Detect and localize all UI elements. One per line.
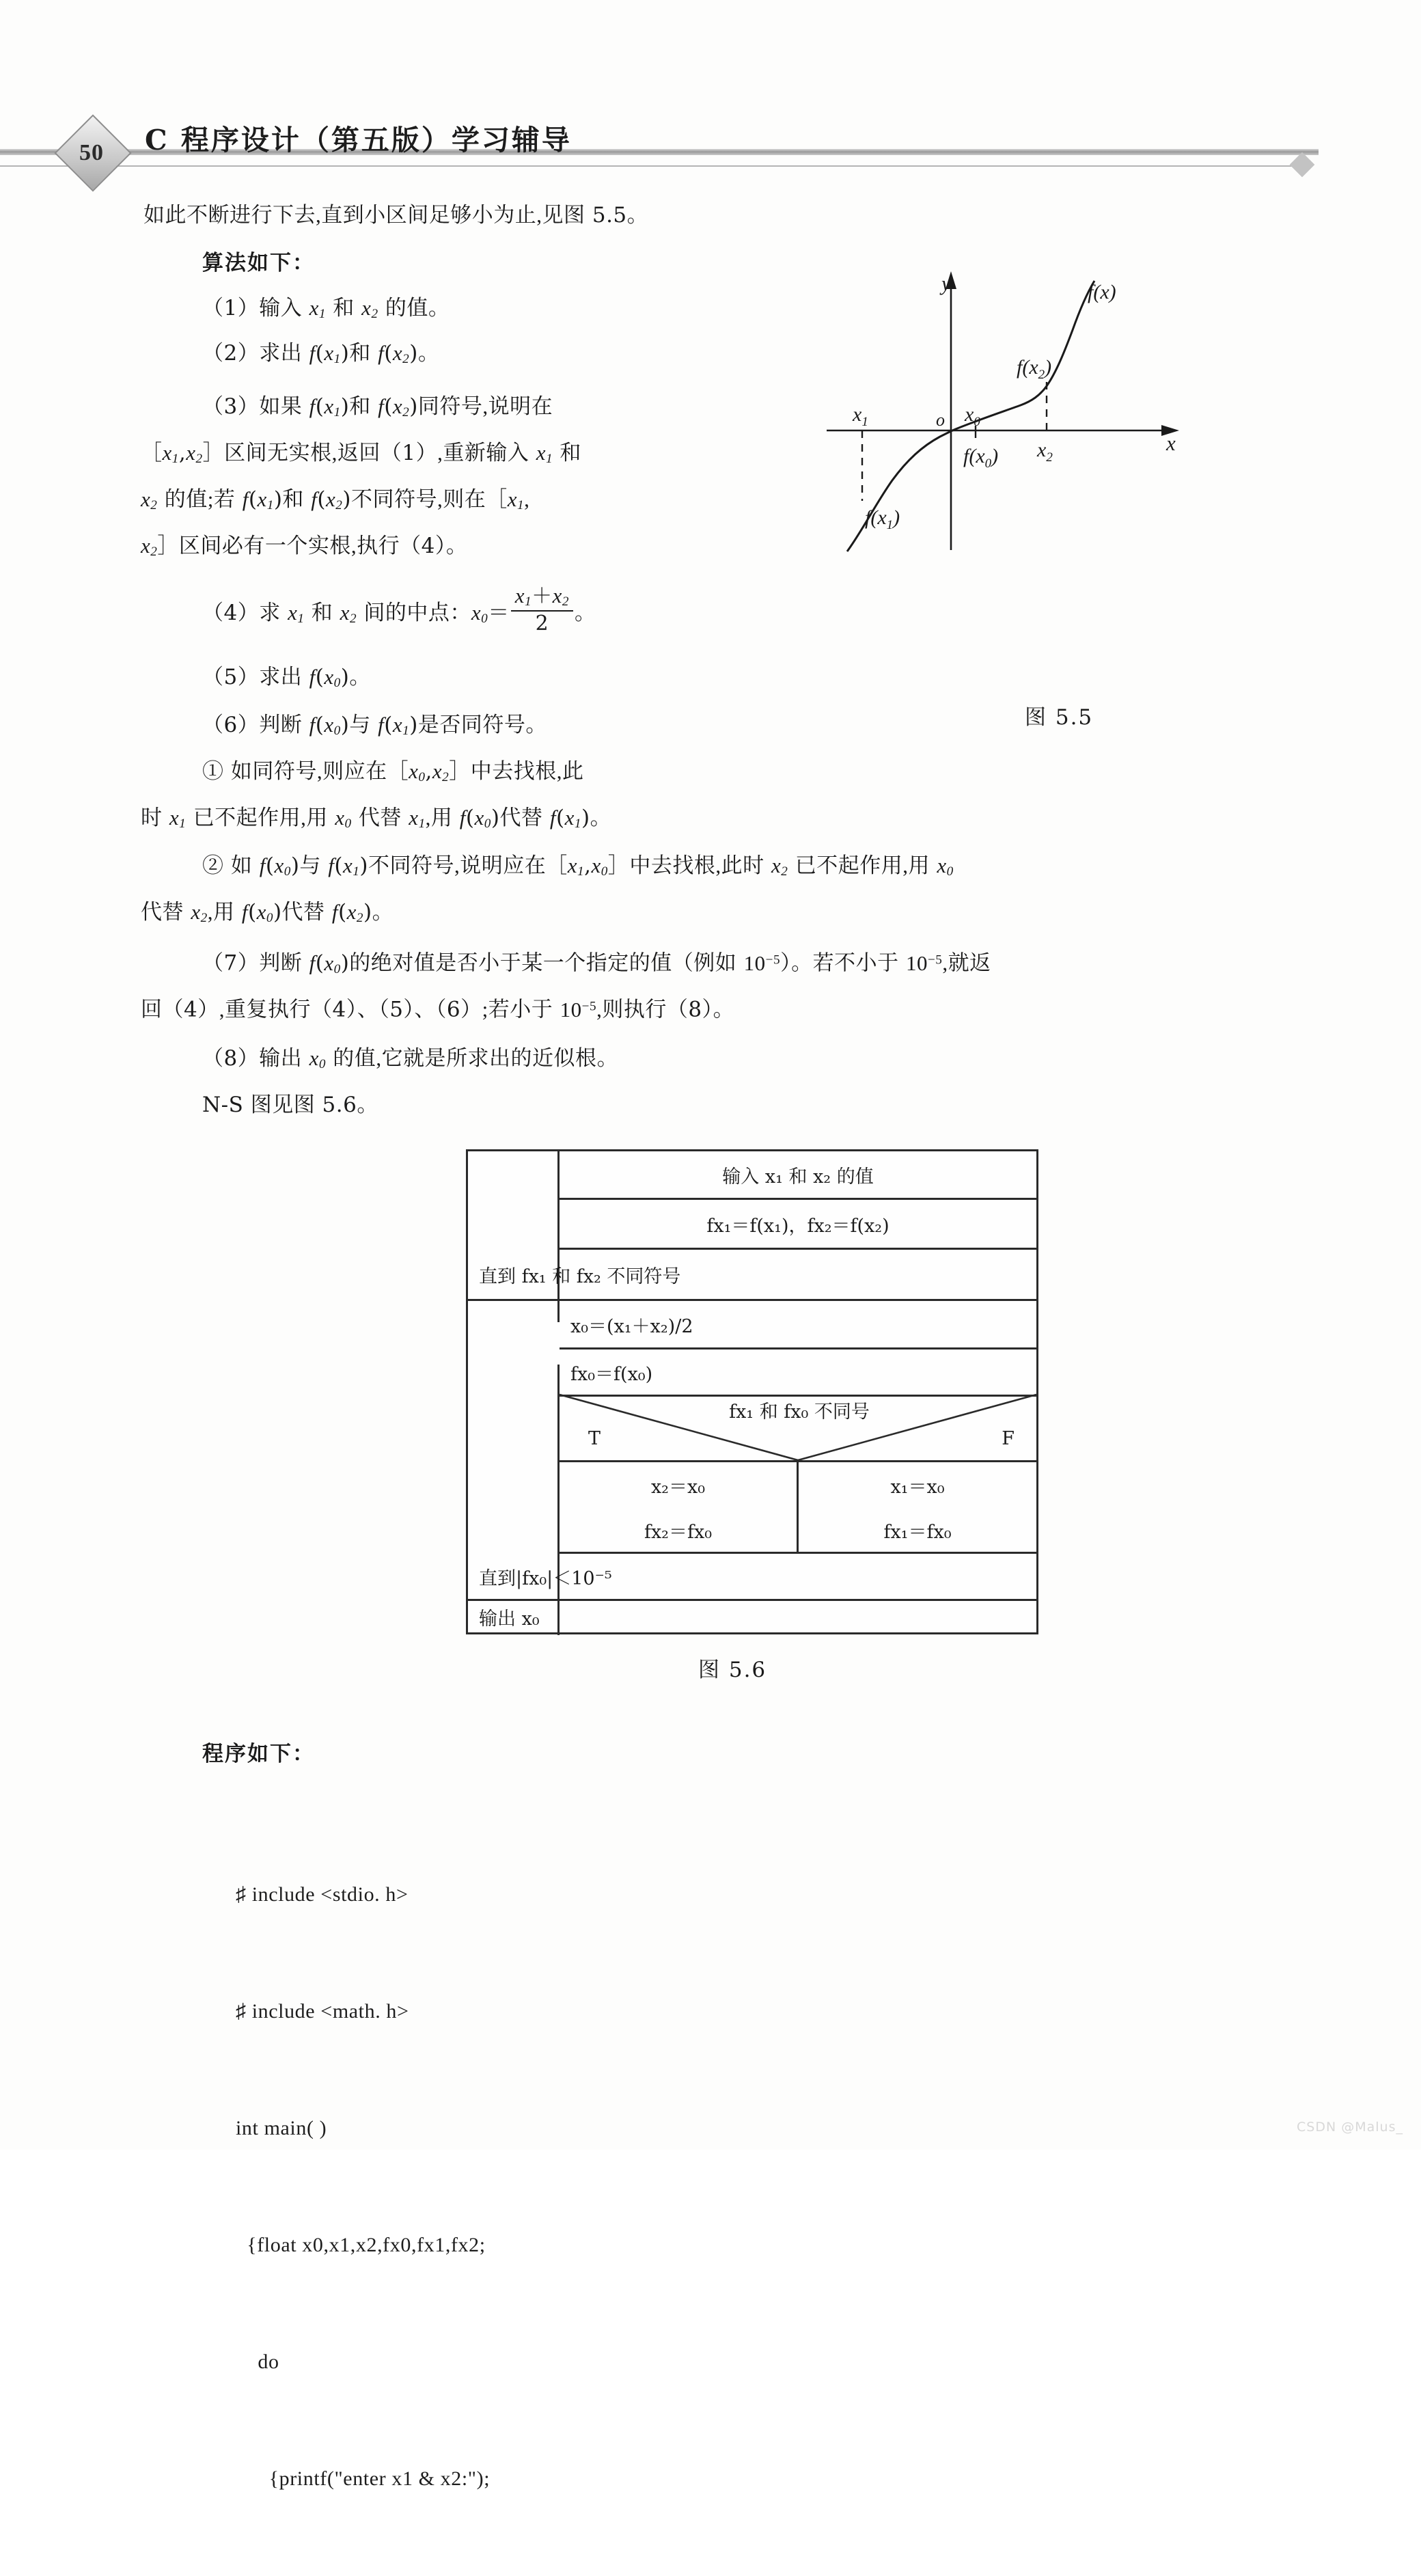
ns-branch-false-label: F <box>1002 1427 1015 1449</box>
step-4: （4）求 $x_1$ 和 $x_2$ 间的中点：$x_0=$ $\frac{x_1+x_2}{2}$ 。 <box>202 584 596 636</box>
substep-2-line-2: 代替 $x_2$,用 $f(x_0)$代替 $f(x_2)$。 <box>141 900 394 926</box>
ns-row-assign-fx: fx₁＝f(x₁)，fx₂＝f(x₂) <box>706 1215 889 1237</box>
step-3-line-1: （3）如果 $f(x_1)$和 $f(x_2)$同符号,说明在 <box>202 394 553 420</box>
svg-text:x0: $x_0$ <box>965 403 980 429</box>
step-1: （1）输入 $x_1$ 和 $x_2$ 的值。 <box>202 296 450 322</box>
ns-false-assign-x1: x₁＝x₀ <box>890 1476 945 1498</box>
ns-row-midpoint: x₀＝(x₁＋x₂)/2 <box>570 1315 693 1337</box>
ns-row-input: 输入 x₁ 和 x₂ 的值 <box>722 1166 874 1188</box>
step-7-line-2: 回（4）,重复执行（4）、（5）、（6）;若小于 $10^{-5}$,则执行（8）。 <box>141 997 735 1022</box>
svg-text:x2: $x_2$ <box>1037 439 1053 465</box>
ns-row-until-eps: 直到|fx₀|＜10⁻⁵ <box>479 1567 612 1589</box>
ns-false-assign-fx1: fx₁＝fx₀ <box>883 1521 952 1543</box>
substep-1-line-1: ① 如同符号,则应在$[x_0,x_2]$中去找根,此 <box>202 759 584 785</box>
svg-text:f(x1): $f(x_1)$ <box>865 506 900 532</box>
source-code-block <box>236 1797 490 2576</box>
intro-paragraph: 如此不断进行下去,直到小区间足够小为止,见图 5.5。 <box>143 203 649 228</box>
code-line: {printf("enter x1 & x2:"); <box>236 2467 491 2490</box>
step-3-line-2: $[x_1,x_2]$区间无实根,返回（1）,重新输入 $x_1$ 和 <box>141 441 581 467</box>
ns-branch-true-label: T <box>588 1427 601 1449</box>
code-line: {float x0,x1,x2,fx0,fx1,fx2; <box>236 2234 486 2256</box>
substep-1-line-2: 时 $x_1$ 已不起作用,用 $x_0$ 代替 $x_1$,用 $f(x_0)$代替 $f(x_1)$。 <box>141 806 612 832</box>
ns-true-assign-x2: x₂＝x₀ <box>650 1476 706 1498</box>
ns-row-fx0: fx₀＝f(x₀) <box>570 1363 653 1385</box>
algorithm-heading: 算法如下： <box>202 251 315 275</box>
ns-row-until-sign: 直到 fx₁ 和 fx₂ 不同符号 <box>479 1265 681 1287</box>
ns-true-assign-fx2: fx₂＝fx₀ <box>644 1521 713 1543</box>
ns-diagram-reference: N-S 图见图 5.6。 <box>202 1093 378 1117</box>
step-3-line-4: $x_2]$区间必有一个实根,执行（4）。 <box>141 534 468 560</box>
ns-decision-condition: fx₁ 和 fx₀ 不同号 <box>729 1401 870 1423</box>
code-line: ♯ include <math. h> <box>236 2000 409 2023</box>
page-header <box>0 102 1421 178</box>
code-line: ♯ include <stdio. h> <box>236 1883 409 1906</box>
book-title: C 程序设计（第五版）学习辅导 <box>145 124 572 156</box>
svg-text:o: o <box>936 410 945 430</box>
ns-divider-2 <box>560 1248 1036 1250</box>
step-8: （8）输出 $x_0$ 的值,它就是所求出的近似根。 <box>202 1046 619 1072</box>
figure-5-5-graph <box>827 263 1189 564</box>
svg-text:x1: $x_1$ <box>853 403 868 429</box>
svg-text:x: x <box>1166 431 1176 455</box>
figure-5-6-ns-chart <box>466 1149 1038 1634</box>
page-number: 50 <box>79 140 104 165</box>
step-5: （5）求出 $f(x_0)$。 <box>202 665 371 691</box>
header-rule-thin <box>0 165 1301 167</box>
step-7-line-1: （7）判断 $f(x_0)$的绝对值是否小于某一个指定的值（例如 $10^{-5}$）。若不小于 $10^{-5}$,就返 <box>202 950 991 976</box>
svg-text:f(x): f(x) <box>1088 281 1116 303</box>
ns-row-output: 输出 x₀ <box>479 1608 540 1630</box>
svg-text:f(x0): $f(x_0)$ <box>963 445 999 471</box>
watermark: CSDN @Malus_ <box>1297 2120 1403 2135</box>
substep-2-line-1: ② 如 $f(x_0)$与 $f(x_1)$不同符号,说明应在$[x_1,x_0]$中去找根,此时 $x_2$ 已不起作用,用 $x_0$ <box>202 853 954 879</box>
step-2: （2）求出 $f(x_1)$和 $f(x_2)$。 <box>202 341 440 367</box>
svg-text:f(x2): $f(x_2)$ <box>1017 356 1052 382</box>
svg-text:y: y <box>941 271 951 295</box>
code-line: do <box>236 2351 279 2373</box>
code-line: int main( ) <box>236 2117 327 2139</box>
figure-5-5-caption: 图 5.5 <box>1025 705 1094 730</box>
figure-5-6-caption: 图 5.6 <box>698 1658 767 1682</box>
header-diamond-ornament-icon <box>1290 152 1315 178</box>
step-3-line-3: $x_2$ 的值;若 $f(x_1)$和 $f(x_2)$不同符号,则在$[x_1$, <box>141 487 530 513</box>
program-heading: 程序如下： <box>202 1742 315 1766</box>
midpoint-fraction: $\frac{x_1+x_2}{2}$ <box>511 585 573 635</box>
step-6: （6）判断 $f(x_0)$与 $f(x_1)$是否同符号。 <box>202 713 547 739</box>
